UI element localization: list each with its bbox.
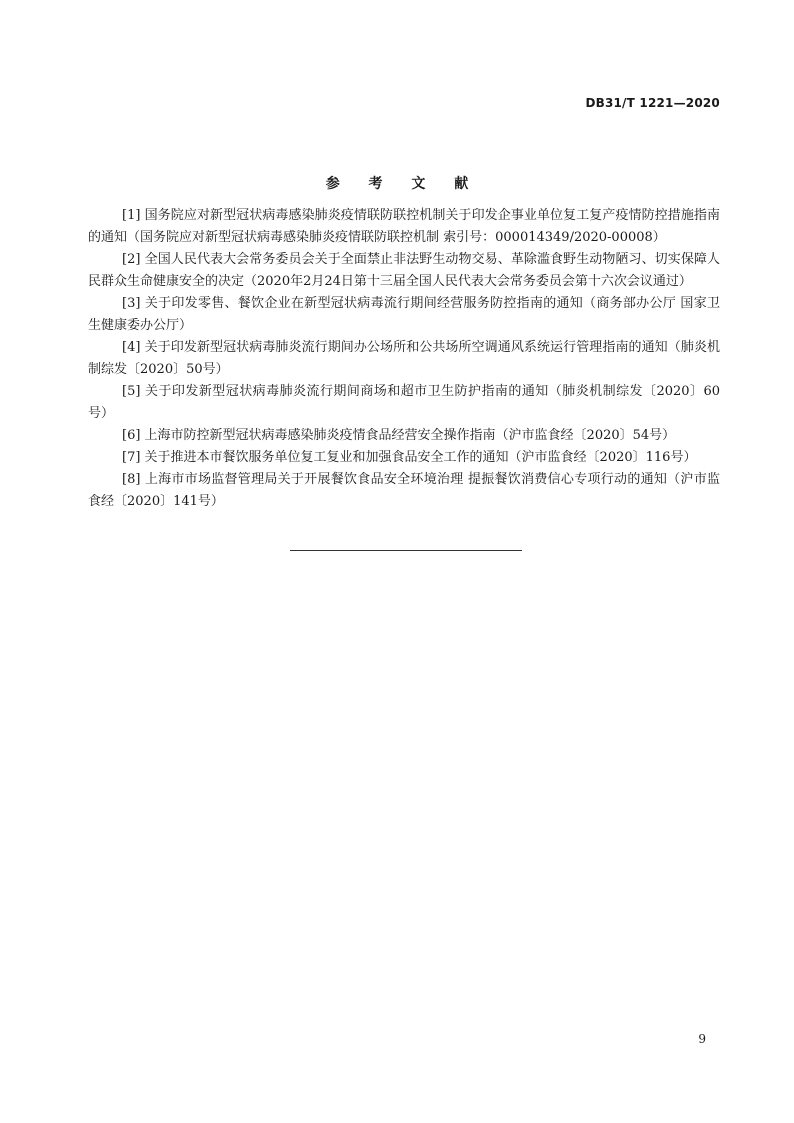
reference-item-7: [7] 关于推进本市餐饮服务单位复工复业和加强食品安全工作的通知（沪市监食经〔2020〕116号） (122, 450, 697, 465)
reference-item-2: [2] 全国人民代表大会常务委员会关于全面禁止非法野生动物交易、革除滥食野生动物陋习、切实保障人民群众生命健康安全的决定（2020年2月24日第十三届全国人民代表大会常务委员会第十六次会议通过） (88, 252, 720, 289)
reference-item-4: [4] 关于印发新型冠状病毒肺炎流行期间办公场所和公共场所空调通风系统运行管理指南的通知（肺炎机制综发〔2020〕50号） (88, 340, 720, 377)
standard-code: DB31/T 1221—2020 (585, 96, 720, 110)
end-rule (290, 550, 522, 551)
reference-item-5: [5] 关于印发新型冠状病毒肺炎流行期间商场和超市卫生防护指南的通知（肺炎机制综发〔2020〕60号） (88, 384, 720, 421)
reference-item-8: [8] 上海市市场监督管理局关于开展餐饮食品安全环境治理 提振餐饮消费信心专项行动的通知（沪市监食经〔2020〕141号） (88, 472, 720, 509)
reference-item-1: [1] 国务院应对新型冠状病毒感染肺炎疫情联防联控机制关于印发企事业单位复工复产疫情防控措施指南的通知（国务院应对新型冠状病毒感染肺炎疫情联防联控机制 索引号：000014349/2020-00008） (88, 208, 720, 245)
reference-list (88, 205, 720, 513)
reference-item-3: [3] 关于印发零售、餐饮企业在新型冠状病毒流行期间经营服务防控指南的通知（商务部办公厅 国家卫生健康委办公厅） (88, 296, 720, 333)
reference-item-6: [6] 上海市防控新型冠状病毒感染肺炎疫情食品经营安全操作指南（沪市监食经〔2020〕54号） (122, 428, 676, 443)
section-title: 参 考 文 献 (325, 176, 481, 192)
page-number: 9 (698, 1032, 706, 1046)
